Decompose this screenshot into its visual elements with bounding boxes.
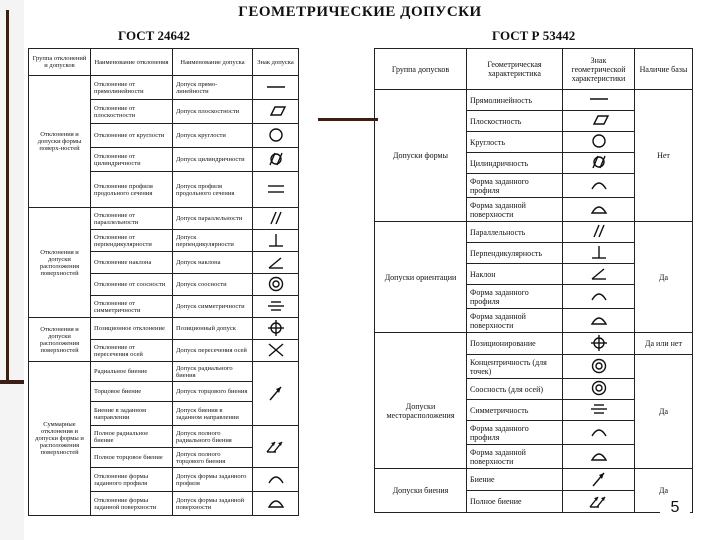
header-tolerance: Наименование допуска bbox=[173, 49, 253, 76]
deviation-cell: Отклонение от пересечения осей bbox=[91, 340, 173, 362]
tolerance-cell: Допуск параллельности bbox=[173, 208, 253, 230]
group-runout: Допуски биения bbox=[375, 469, 467, 513]
group-location: Допуски месторасположения bbox=[375, 355, 467, 469]
group-form: Отклонения и допуски формы поверх-ностей bbox=[29, 76, 91, 208]
lineprofile-icon bbox=[264, 470, 288, 488]
header-group: Группа отклонений и допусков bbox=[29, 49, 91, 76]
characteristic-cell: Плоскостность bbox=[467, 111, 563, 132]
base-cell: Нет bbox=[635, 90, 693, 222]
characteristic-cell: Соосность (для осей) bbox=[467, 379, 563, 400]
header-base: Наличие базы bbox=[635, 49, 693, 90]
surfaceprofile-icon bbox=[587, 311, 611, 329]
accent-line bbox=[318, 118, 378, 121]
characteristic-cell: Позиционирование bbox=[467, 333, 563, 355]
symbol-cell bbox=[563, 174, 635, 198]
totalrunout-icon bbox=[264, 437, 288, 455]
symbol-cell bbox=[563, 285, 635, 309]
symbol-cell bbox=[253, 100, 299, 124]
header-sign: Знак допуска bbox=[253, 49, 299, 76]
deviation-cell: Отклонение формы заданной поверхности bbox=[91, 492, 173, 516]
group-orientation: Допуски ориентации bbox=[375, 222, 467, 333]
runout-icon bbox=[264, 384, 288, 402]
base-cell: Да bbox=[635, 469, 693, 513]
perpendicularity-icon bbox=[264, 231, 288, 249]
deviation-cell: Торцовое биение bbox=[91, 382, 173, 402]
symbol-cell bbox=[253, 252, 299, 274]
equal-icon bbox=[264, 180, 288, 198]
header-deviation: Наименование отклонения bbox=[91, 49, 173, 76]
characteristic-cell: Концентричность (для точек) bbox=[467, 355, 563, 379]
lineprofile-icon bbox=[587, 423, 611, 441]
tolerance-cell: Позиционный допуск bbox=[173, 318, 253, 340]
symbol-cell bbox=[563, 90, 635, 111]
gost-r-53442-table bbox=[374, 48, 693, 513]
symbol-cell bbox=[563, 309, 635, 333]
deviation-cell: Отклонение от цилиндричности bbox=[91, 148, 173, 172]
symbol-cell bbox=[253, 148, 299, 172]
parallelism-icon bbox=[587, 222, 611, 240]
surfaceprofile-icon bbox=[587, 447, 611, 465]
tolerance-cell: Допуск прямо-линейности bbox=[173, 76, 253, 100]
tolerance-cell: Допуск круглости bbox=[173, 124, 253, 148]
symbol-cell bbox=[253, 296, 299, 318]
group-form: Допуски формы bbox=[375, 90, 467, 222]
page-number: 5 bbox=[660, 496, 690, 520]
symbol-cell bbox=[253, 230, 299, 252]
lineprofile-icon bbox=[587, 287, 611, 305]
straightness-icon bbox=[587, 90, 611, 108]
group-location: Отклонения и допуски расположения поверхностей bbox=[29, 208, 91, 318]
tolerance-cell: Допуск плоскостности bbox=[173, 100, 253, 124]
tolerance-cell: Допуск наклона bbox=[173, 252, 253, 274]
symmetry-icon bbox=[587, 400, 611, 418]
symbol-cell bbox=[563, 400, 635, 421]
flatness-icon bbox=[264, 102, 288, 120]
symbol-cell bbox=[253, 318, 299, 340]
characteristic-cell: Наклон bbox=[467, 264, 563, 285]
runout-icon bbox=[587, 470, 611, 488]
deviation-cell: Радиальное биение bbox=[91, 362, 173, 382]
deviation-cell: Полное торцовое биение bbox=[91, 448, 173, 468]
symbol-cell bbox=[253, 76, 299, 100]
characteristic-cell: Цилиндричность bbox=[467, 153, 563, 174]
tolerance-cell: Допуск профиля продольного сечения bbox=[173, 172, 253, 208]
symbol-cell bbox=[563, 445, 635, 469]
concentricity-icon bbox=[587, 357, 611, 375]
tolerance-cell: Допуск биения в заданном направлении bbox=[173, 402, 253, 426]
tolerance-cell: Допуск радиального биения bbox=[173, 362, 253, 382]
flatness-icon bbox=[587, 111, 611, 129]
base-cell: Да bbox=[635, 222, 693, 333]
tolerance-cell: Допуск формы заданной поверхности bbox=[173, 492, 253, 516]
surfaceprofile-icon bbox=[264, 494, 288, 512]
characteristic-cell: Полное биение bbox=[467, 491, 563, 513]
characteristic-cell: Форма заданного профиля bbox=[467, 174, 563, 198]
position-icon bbox=[264, 319, 288, 337]
symbol-cell bbox=[563, 132, 635, 153]
group-total: Суммарные отклонения и допуски формы и расположения поверхностей bbox=[29, 362, 91, 516]
symbol-cell bbox=[253, 426, 299, 468]
circularity-icon bbox=[587, 132, 611, 150]
deviation-cell: Отклонение от плоскостности bbox=[91, 100, 173, 124]
tolerance-cell: Допуск цилиндричности bbox=[173, 148, 253, 172]
symbol-cell bbox=[563, 355, 635, 379]
symbol-cell bbox=[563, 111, 635, 132]
characteristic-cell: Прямолинейность bbox=[467, 90, 563, 111]
tolerance-cell: Допуск торцового биения bbox=[173, 382, 253, 402]
circularity-icon bbox=[264, 126, 288, 144]
deviation-cell: Отклонение от круглости bbox=[91, 124, 173, 148]
left-accent-bar bbox=[0, 0, 24, 540]
symbol-cell bbox=[253, 468, 299, 492]
tolerance-cell: Допуск формы заданного профиля bbox=[173, 468, 253, 492]
symbol-cell bbox=[563, 153, 635, 174]
angularity-icon bbox=[587, 264, 611, 282]
symbol-cell bbox=[563, 222, 635, 243]
tolerance-cell: Допуск пересечения осей bbox=[173, 340, 253, 362]
symbol-cell bbox=[253, 172, 299, 208]
surfaceprofile-icon bbox=[587, 200, 611, 218]
concentricity-icon bbox=[587, 379, 611, 397]
left-standard-label: ГОСТ 24642 bbox=[118, 28, 191, 43]
cross-icon bbox=[264, 341, 288, 359]
symbol-cell bbox=[563, 379, 635, 400]
deviation-cell: Отклонение профиля продольного сечения bbox=[91, 172, 173, 208]
page-title: ГЕОМЕТРИЧЕСКИЕ ДОПУСКИ bbox=[238, 4, 482, 20]
characteristic-cell: Биение bbox=[467, 469, 563, 491]
tolerance-cell: Допуск симметричности bbox=[173, 296, 253, 318]
totalrunout-icon bbox=[587, 492, 611, 510]
symbol-cell bbox=[563, 243, 635, 264]
deviation-cell: Отклонение от параллельности bbox=[91, 208, 173, 230]
symbol-cell bbox=[253, 340, 299, 362]
characteristic-cell: Форма заданной поверхности bbox=[467, 309, 563, 333]
symbol-cell bbox=[253, 208, 299, 230]
straightness-icon bbox=[264, 78, 288, 96]
symbol-cell bbox=[253, 124, 299, 148]
deviation-cell: Полное радиальное биение bbox=[91, 426, 173, 448]
gost-24642-table bbox=[28, 48, 299, 516]
base-cell: Да или нет bbox=[635, 333, 693, 355]
cylindricity-icon bbox=[264, 150, 288, 168]
symbol-cell bbox=[253, 492, 299, 516]
characteristic-cell: Параллельность bbox=[467, 222, 563, 243]
header-sign: Знак геометрической характеристики bbox=[563, 49, 635, 90]
deviation-cell: Отклонение от перпендикулярности bbox=[91, 230, 173, 252]
deviation-cell: Отклонение наклона bbox=[91, 252, 173, 274]
header-characteristic: Геометрическая характеристика bbox=[467, 49, 563, 90]
characteristic-cell: Форма заданного профиля bbox=[467, 421, 563, 445]
symbol-cell bbox=[563, 421, 635, 445]
characteristic-cell: Форма заданного профиля bbox=[467, 285, 563, 309]
symmetry-icon bbox=[264, 297, 288, 315]
concentricity-icon bbox=[264, 275, 288, 293]
deviation-cell: Отклонение от соосности bbox=[91, 274, 173, 296]
deviation-cell: Отклонение от симметричности bbox=[91, 296, 173, 318]
deviation-cell: Отклонение от прямолинейности bbox=[91, 76, 173, 100]
symbol-cell bbox=[563, 469, 635, 491]
deviation-cell: Отклонение формы заданного профиля bbox=[91, 468, 173, 492]
symbol-cell bbox=[253, 274, 299, 296]
symbol-cell bbox=[253, 362, 299, 426]
header-group: Группа допусков bbox=[375, 49, 467, 90]
characteristic-cell: Форма заданной поверхности bbox=[467, 445, 563, 469]
position-icon bbox=[587, 334, 611, 352]
deviation-cell: Биение в заданном направлении bbox=[91, 402, 173, 426]
cylindricity-icon bbox=[587, 153, 611, 171]
group-location-top bbox=[375, 333, 467, 355]
symbol-cell bbox=[563, 264, 635, 285]
right-standard-label: ГОСТ Р 53442 bbox=[492, 28, 576, 43]
parallelism-icon bbox=[264, 209, 288, 227]
tolerance-cell: Допуск соосности bbox=[173, 274, 253, 296]
characteristic-cell: Форма заданной поверхности bbox=[467, 198, 563, 222]
group-location-2: Отклонения и допуски расположения поверхностей bbox=[29, 318, 91, 362]
characteristic-cell: Круглость bbox=[467, 132, 563, 153]
characteristic-cell: Симметричность bbox=[467, 400, 563, 421]
tolerance-cell: Допуск перпендикулярности bbox=[173, 230, 253, 252]
angularity-icon bbox=[264, 253, 288, 271]
tolerance-cell: Допуск полного радиального биения bbox=[173, 426, 253, 448]
deviation-cell: Позиционное отклонение bbox=[91, 318, 173, 340]
base-cell: Да bbox=[635, 355, 693, 469]
perpendicularity-icon bbox=[587, 243, 611, 261]
symbol-cell bbox=[563, 198, 635, 222]
lineprofile-icon bbox=[587, 176, 611, 194]
symbol-cell bbox=[563, 491, 635, 513]
tolerance-cell: Допуск полного торцового биения bbox=[173, 448, 253, 468]
characteristic-cell: Перпендикулярность bbox=[467, 243, 563, 264]
symbol-cell bbox=[563, 333, 635, 355]
